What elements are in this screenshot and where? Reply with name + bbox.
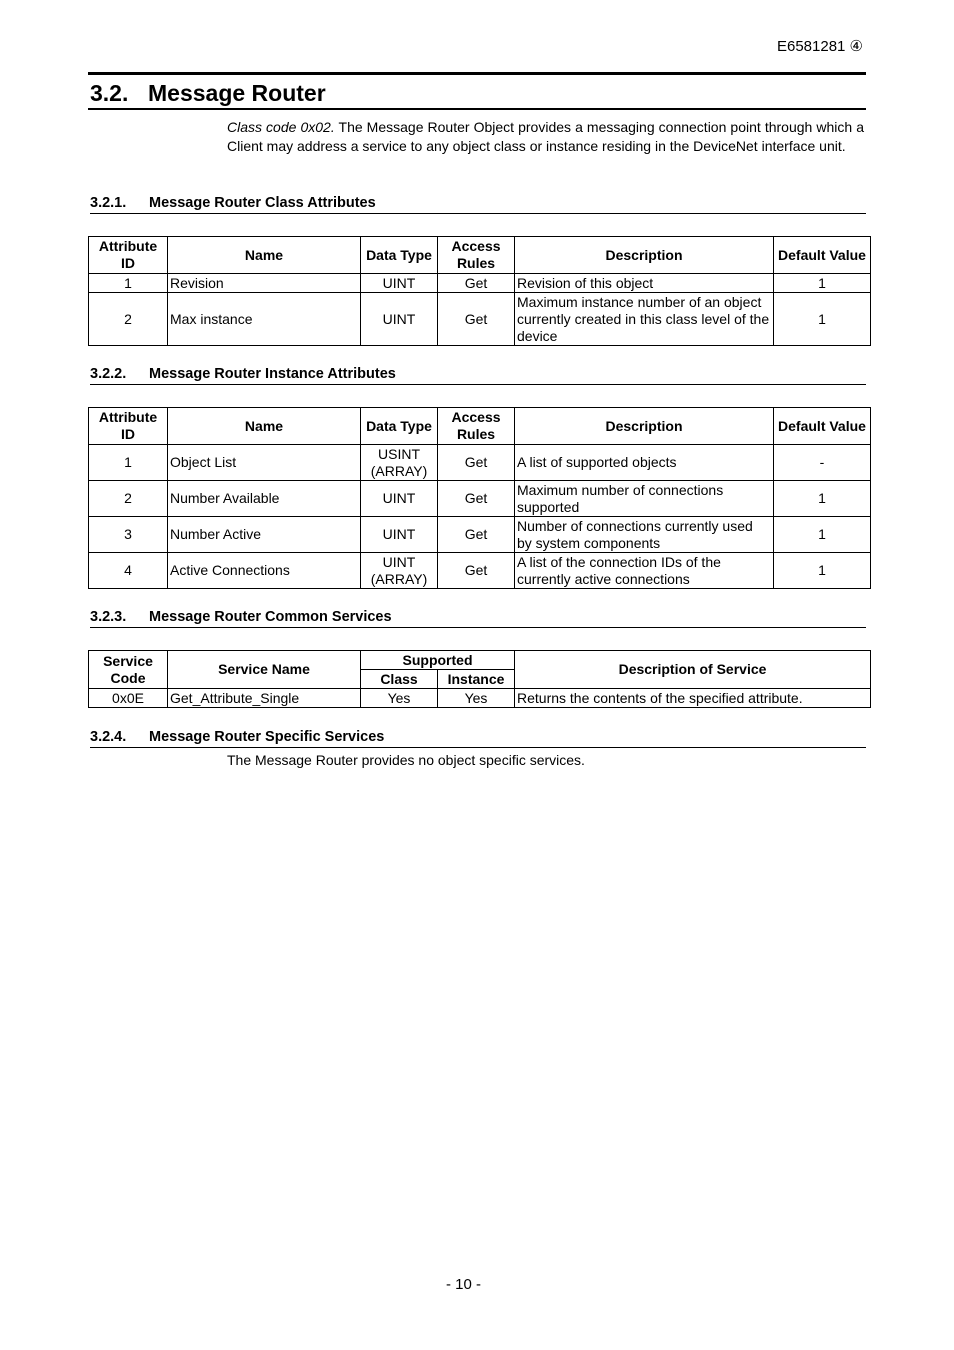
cell-id: 1: [89, 274, 168, 293]
cell-description: Maximum instance number of an object currently created in this class level of the device: [515, 293, 774, 346]
cell-access: Get: [438, 481, 515, 517]
cell-description: Returns the contents of the specified attribute.: [515, 689, 871, 708]
header-service-code: Service Code: [89, 651, 168, 689]
subsection-heading-instance-attributes: [90, 366, 866, 385]
subsection-heading-specific-services: [90, 729, 866, 748]
subsection-number: 3.2.3.: [90, 609, 127, 625]
section-number: 3.2.: [90, 80, 129, 106]
subsection-title: Message Router Common Services: [149, 609, 392, 625]
cell-type: UINT: [361, 481, 438, 517]
cell-default: 1: [774, 274, 871, 293]
header-description: Description: [515, 237, 774, 274]
cell-access: Get: [438, 553, 515, 589]
cell-default: 1: [774, 481, 871, 517]
instance-attributes-table: [88, 407, 871, 589]
cell-description: A list of the connection IDs of the currently active connections: [515, 553, 774, 589]
table-header-row: [89, 408, 871, 445]
header-default-value: Default Value: [774, 237, 871, 274]
header-data-type: Data Type: [361, 237, 438, 274]
cell-default: -: [774, 445, 871, 481]
subsection-number: 3.2.1.: [90, 195, 127, 211]
top-rule: [88, 72, 866, 75]
cell-name: Number Available: [168, 481, 361, 517]
subsection-number: 3.2.2.: [90, 366, 127, 382]
cell-service-name: Get_Attribute_Single: [168, 689, 361, 708]
cell-name: Max instance: [168, 293, 361, 346]
cell-default: 1: [774, 517, 871, 553]
cell-type: USINT (ARRAY): [361, 445, 438, 481]
subsection-number: 3.2.4.: [90, 729, 127, 745]
cell-description: A list of supported objects: [515, 445, 774, 481]
cell-id: 1: [89, 445, 168, 481]
cell-name: Active Connections: [168, 553, 361, 589]
header-data-type: Data Type: [361, 408, 438, 445]
specific-services-note: The Message Router provides no object specific services.: [227, 752, 585, 768]
cell-access: Get: [438, 293, 515, 346]
cell-description: Number of connections currently used by system components: [515, 517, 774, 553]
page-number: - 10 -: [445, 1276, 481, 1293]
common-services-table: [88, 650, 871, 708]
cell-access: Get: [438, 445, 515, 481]
table-row: [89, 517, 871, 553]
subsection-title: Message Router Instance Attributes: [149, 366, 396, 382]
header-class: Class: [361, 670, 438, 689]
header-instance: Instance: [438, 670, 515, 689]
table-header-row: [89, 651, 871, 670]
cell-access: Get: [438, 274, 515, 293]
table-row: [89, 553, 871, 589]
cell-default: 1: [774, 553, 871, 589]
cell-type: UINT: [361, 274, 438, 293]
subsection-title: Message Router Specific Services: [149, 729, 385, 745]
section-title: [90, 80, 326, 107]
header-service-name: Service Name: [168, 651, 361, 689]
header-name: Name: [168, 237, 361, 274]
intro-text: The Message Router Object provides a messaging connection point through which a Client may address a service to any object class or instance residing in the DeviceNet interface unit.: [227, 119, 864, 154]
document-number: E6581281 ④: [776, 38, 863, 55]
header-description: Description: [515, 408, 774, 445]
cell-type: UINT: [361, 517, 438, 553]
table-row: [89, 689, 871, 708]
header-access-rules: Access Rules: [438, 408, 515, 445]
cell-type: UINT (ARRAY): [361, 553, 438, 589]
cell-name: Revision: [168, 274, 361, 293]
section-title-text: Message Router: [148, 80, 326, 106]
cell-id: 3: [89, 517, 168, 553]
table-row: [89, 445, 871, 481]
table-header-row: [89, 237, 871, 274]
cell-id: 2: [89, 481, 168, 517]
table-row: [89, 293, 871, 346]
header-access-rules: Access Rules: [438, 237, 515, 274]
cell-id: 4: [89, 553, 168, 589]
cell-instance: Yes: [438, 689, 515, 708]
intro-paragraph: [227, 118, 864, 156]
cell-class: Yes: [361, 689, 438, 708]
class-attributes-table: [88, 236, 871, 346]
cell-name: Object List: [168, 445, 361, 481]
cell-type: UINT: [361, 293, 438, 346]
cell-access: Get: [438, 517, 515, 553]
header-supported: Supported: [361, 651, 515, 670]
subsection-heading-class-attributes: [90, 195, 866, 214]
subsection-title: Message Router Class Attributes: [149, 195, 376, 211]
header-attribute-id: Attribute ID: [89, 408, 168, 445]
table-row: [89, 481, 871, 517]
table-row: [89, 274, 871, 293]
cell-description: Revision of this object: [515, 274, 774, 293]
cell-id: 2: [89, 293, 168, 346]
title-rule: [88, 108, 866, 110]
class-code: Class code 0x02.: [227, 119, 335, 135]
cell-code: 0x0E: [89, 689, 168, 708]
header-default-value: Default Value: [774, 408, 871, 445]
header-name: Name: [168, 408, 361, 445]
subsection-heading-common-services: [90, 609, 866, 628]
cell-default: 1: [774, 293, 871, 346]
cell-name: Number Active: [168, 517, 361, 553]
cell-description: Maximum number of connections supported: [515, 481, 774, 517]
header-attribute-id: Attribute ID: [89, 237, 168, 274]
header-description-of-service: Description of Service: [515, 651, 871, 689]
